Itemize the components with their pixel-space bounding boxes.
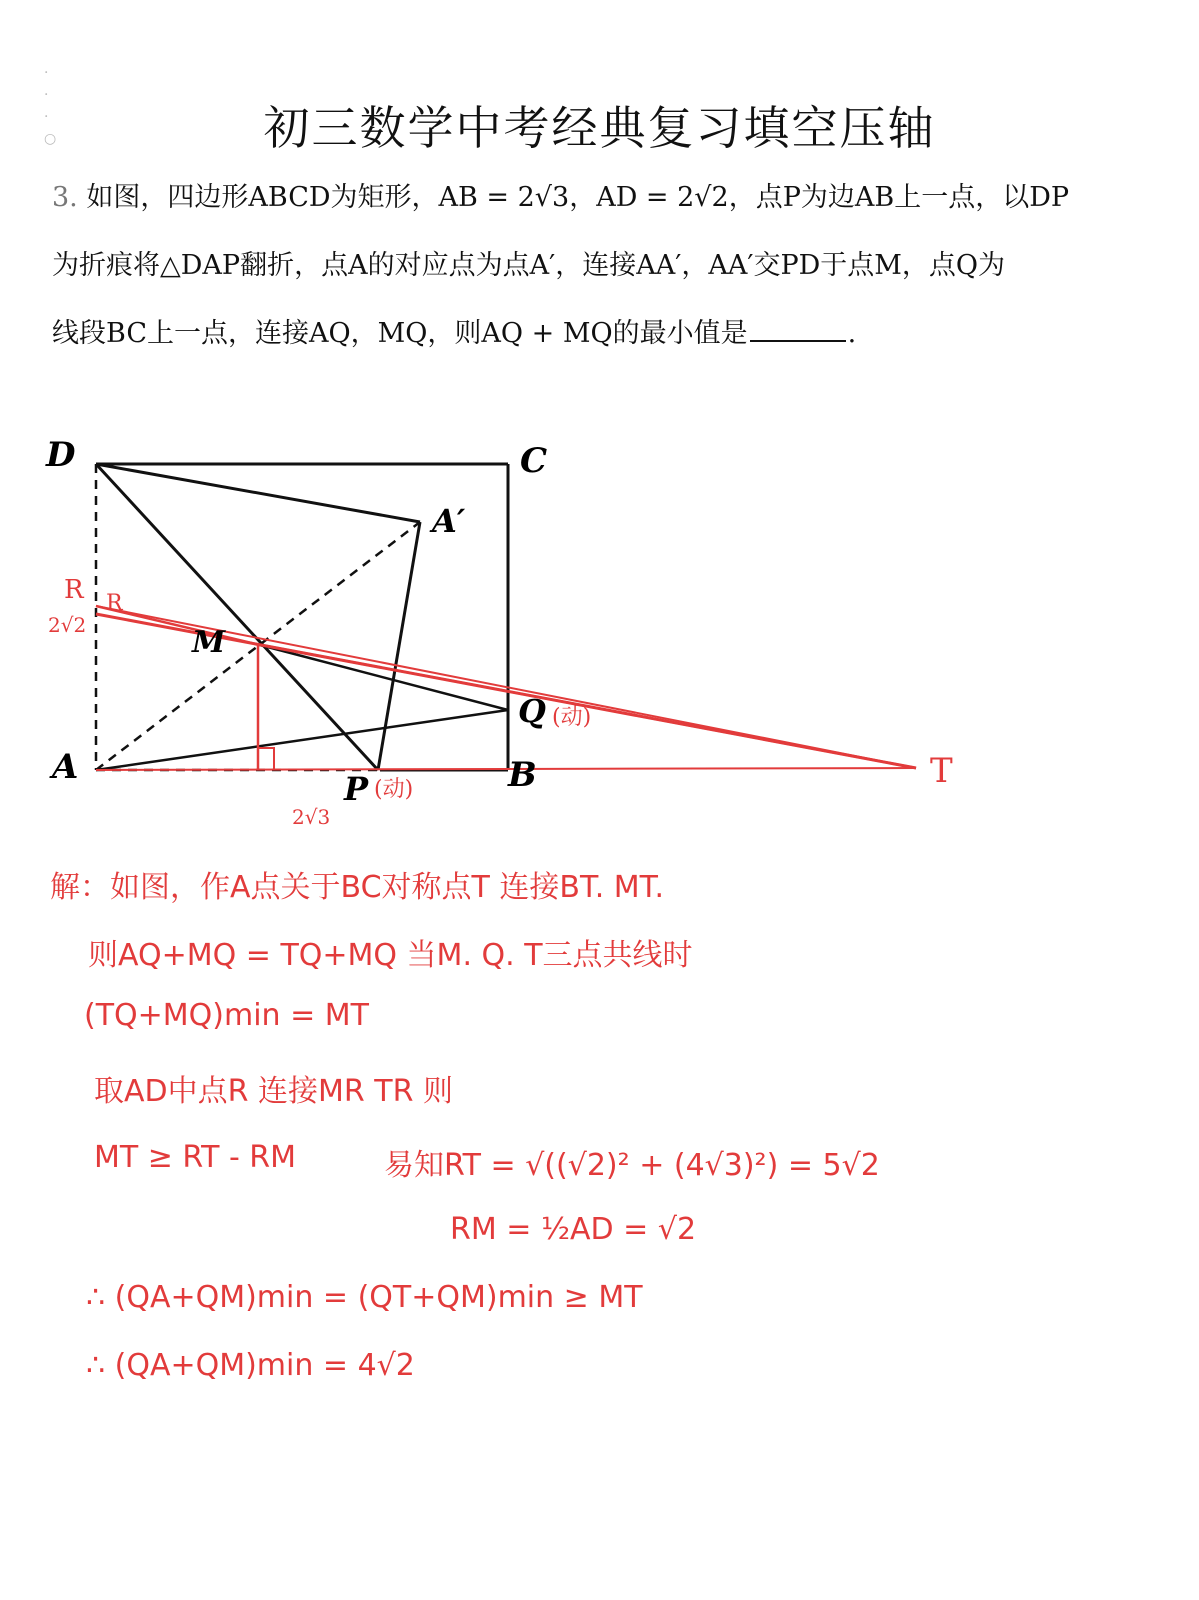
- segment-DA-prime: [96, 464, 420, 522]
- problem-text-1: 如图，四边形ABCD为矩形，AB = 2√3，AD = 2√2，点P为边AB上一点，以DP: [86, 182, 1070, 213]
- label-T: T: [930, 751, 953, 791]
- label-R: R: [64, 575, 84, 605]
- label-Q: Q: [518, 692, 546, 730]
- solution-line-3: (TQ+MQ)min = MT: [84, 998, 369, 1033]
- label-C: C: [520, 441, 548, 481]
- solution-line-8: ∴ (QA+QM)min = 4√2: [86, 1348, 415, 1383]
- annotation-AP-length: 2√3: [292, 805, 331, 829]
- problem-text-3-end: .: [847, 318, 857, 349]
- red-line-AT: [96, 768, 916, 770]
- geometry-figure: [0, 420, 1199, 840]
- scan-edge-marks: · · · ○: [44, 65, 57, 147]
- solution-line-1: 解：如图，作A点关于BC对称点T 连接BT. MT.: [50, 870, 664, 905]
- label-R-small: R: [106, 591, 123, 616]
- solution-line-2: 则AQ+MQ = TQ+MQ 当M. Q. T三点共线时: [88, 938, 693, 973]
- label-P: P: [344, 770, 369, 808]
- page-title: 初三数学中考经典复习填空压轴: [263, 101, 936, 155]
- segment-AQ: [96, 710, 508, 770]
- label-M: M: [192, 625, 226, 660]
- label-D: D: [46, 435, 76, 475]
- annotation-P-moving: (动): [374, 777, 414, 802]
- solution-line-6: RM = ½AD = √2: [450, 1212, 697, 1247]
- problem-line-1: [52, 175, 1152, 214]
- problem-line-3: [52, 311, 1152, 350]
- solution-line-4: 取AD中点R 连接MR TR 则: [94, 1074, 453, 1109]
- segment-A-prime-P: [378, 522, 420, 770]
- solution-line-7: ∴ (QA+QM)min = (QT+QM)min ≥ MT: [86, 1280, 643, 1315]
- solution-line-5b: 易知RT = √((√2)² + (4√3)²) = 5√2: [384, 1148, 880, 1183]
- problem-text-3: 线段BC上一点，连接AQ，MQ，则AQ + MQ的最小值是: [52, 318, 748, 349]
- problem-line-2: 为折痕将△DAP翻折，点A的对应点为点A′，连接AA′，AA′交PD于点M，点Q为: [52, 250, 1006, 281]
- right-angle-mark: [258, 748, 274, 770]
- label-A-prime: A′: [432, 502, 466, 540]
- label-B: B: [508, 755, 537, 795]
- annotation-Q-moving: (动): [552, 705, 592, 730]
- problem-number: 3.: [52, 182, 78, 213]
- answer-blank: [750, 318, 846, 342]
- solution-line-5a: MT ≥ RT - RM: [94, 1140, 297, 1175]
- annotation-AR-length: 2√2: [48, 613, 87, 637]
- label-A: A: [52, 747, 79, 787]
